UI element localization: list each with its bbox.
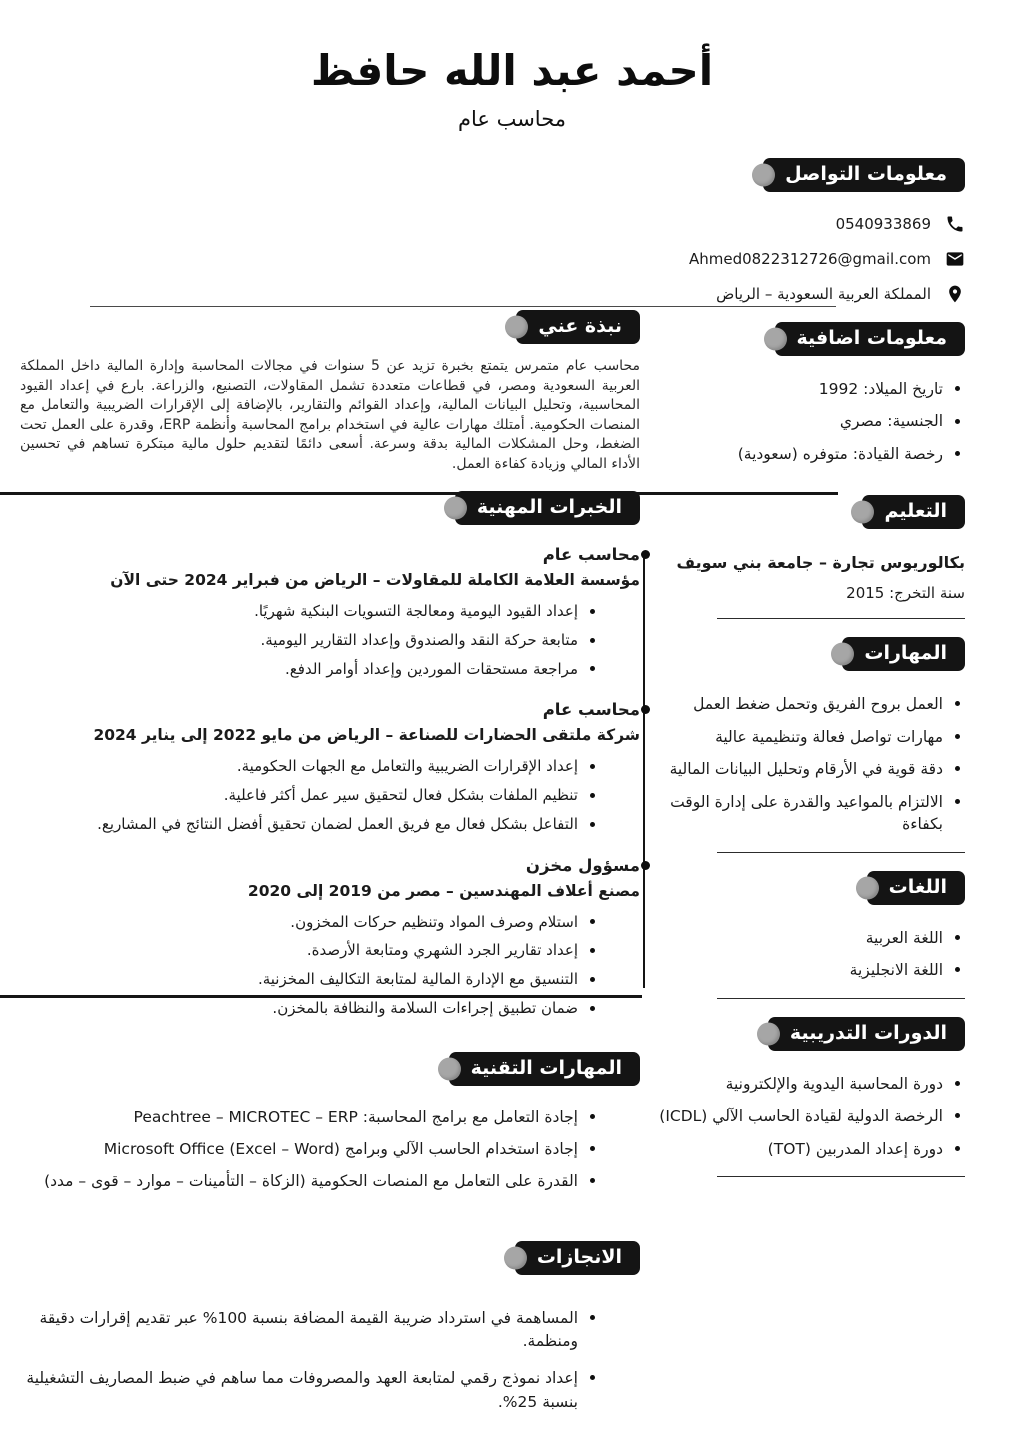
job-company: مصنع أعلاف المهندسين – مصر من 2019 إلى 2020 xyxy=(247,881,640,900)
languages-title: اللغات xyxy=(888,875,947,898)
main-column xyxy=(20,310,640,1428)
list-item: استلام وصرف المواد وتنظيم حركات المخزون. xyxy=(20,912,600,934)
list-item: مهارات تواصل فعالة وتنظيمية عالية xyxy=(659,726,965,748)
additional-info-list xyxy=(659,378,965,465)
languages-section xyxy=(659,871,965,999)
list-item: إجادة استخدام الحاسب الآلي وبرامج Microsoft Office (Excel – Word) xyxy=(20,1138,600,1160)
list-item: التنسيق مع الإدارة المالية لمتابعة التكاليف المخزنية. xyxy=(20,969,600,991)
skills-list xyxy=(659,693,965,835)
additional-info-title: معلومات اضافية xyxy=(796,327,947,349)
skills-header-row xyxy=(659,637,965,671)
languages-list xyxy=(659,927,965,982)
courses-section-header xyxy=(768,1017,965,1051)
list-item: الرخصة الدولية لقيادة الحاسب الآلي (ICDL) xyxy=(659,1105,965,1127)
experience-header-row xyxy=(20,491,640,525)
contact-header-row xyxy=(659,158,965,192)
list-item: متابعة حركة النقد والصندوق وإعداد التقارير اليومية. xyxy=(20,630,600,652)
candidate-job-title: محاسب عام xyxy=(457,107,567,131)
education-title: التعليم xyxy=(884,500,947,523)
header-circle-ornament xyxy=(856,876,879,899)
header-circle-ornament xyxy=(757,1022,780,1045)
education-section xyxy=(659,495,965,619)
resume-header xyxy=(0,46,1024,131)
list-item: إعداد القيود اليومية ومعالجة التسويات البنكية شهريًا. xyxy=(20,601,600,623)
email-icon xyxy=(945,249,965,269)
contact-section xyxy=(659,158,965,304)
about-section-header xyxy=(516,310,640,344)
achievements-list xyxy=(20,1307,600,1414)
list-item: دورة إعداد المدربين (TOT) xyxy=(659,1138,965,1160)
technical-skills-title: المهارات التقنية xyxy=(470,1056,622,1079)
header-circle-ornament xyxy=(505,316,528,339)
candidate-name: أحمد عبد الله حافظ xyxy=(310,46,714,95)
experience-timeline-line xyxy=(643,556,645,988)
about-title: نبذة عني xyxy=(538,315,622,337)
timeline-dot xyxy=(641,705,650,714)
job-role: مسؤول مخزن xyxy=(525,855,640,875)
list-item: تاريخ الميلاد: 1992 xyxy=(659,378,965,400)
location-row xyxy=(659,284,965,304)
list-item: التفاعل بشكل فعال مع فريق العمل لضمان تحقيق أفضل النتائج في المشاريع. xyxy=(20,814,600,836)
job-bullets xyxy=(20,756,600,835)
location-text: المملكة العربية السعودية – الرياض xyxy=(716,285,931,303)
section-divider xyxy=(717,998,965,999)
contact-section-title: معلومات التواصل xyxy=(785,163,947,185)
job-company: شركة ملتقى الحضارات للصناعة – الرياض من مايو 2022 إلى يناير 2024 xyxy=(93,726,640,745)
courses-list xyxy=(659,1073,965,1160)
additional-info-header-row xyxy=(659,322,965,356)
timeline-dot xyxy=(641,550,650,559)
technical-skills-section-header xyxy=(449,1052,640,1086)
job-entry xyxy=(20,545,640,680)
experience-title: الخبرات المهنية xyxy=(476,496,622,518)
header-circle-ornament xyxy=(764,328,787,351)
phone-icon xyxy=(945,214,965,234)
list-item: العمل بروح الفريق وتحمل ضغط العمل xyxy=(659,693,965,715)
list-item: دقة قوية في الأرقام وتحليل البيانات المالية xyxy=(659,758,965,780)
list-item: دورة المحاسبة اليدوية والإلكترونية xyxy=(659,1073,965,1095)
phone-row xyxy=(659,214,965,234)
list-item: إعداد نموذج رقمي لمتابعة العهد والمصروفات مما ساهم في ضبط المصاريف التشغيلية بنسبة 25%. xyxy=(20,1367,600,1414)
list-item: المساهمة في استرداد ضريبة القيمة المضافة بنسبة 100% عبر تقديم إقرارات دقيقة ومنظمة. xyxy=(20,1307,600,1354)
list-item: رخصة القيادة: متوفره (سعودية) xyxy=(659,443,965,465)
list-item: الجنسية: مصري xyxy=(659,410,965,432)
courses-header-row xyxy=(659,1017,965,1051)
about-paragraph: محاسب عام متمرس يتمتع بخبرة تزيد عن 5 سنوات في مجالات المحاسبة وإدارة المالية داخل المملكة العربية السعودية ومصر، في قطاعات متعددة تشمل المقاولات، التصنيع، والزراعة. بارع في إعداد القيود المحاسبية، وتحليل البيانات المالية، وإعداد القوائم والتقارير، بالإضافة إلى الإقرارات الضريبية والتعامل مع المنصات الحكومية. أمتلك مهارات عالية في استخدام برامج المحاسبة وأنظمة ERP، وقدرة على العمل تحت الضغط، وحل المشكلات المالية بدقة وسرعة. أسعى دائمًا لتقديم حلول مالية مبتكرة تساهم في تحسين الأداء المالي وزيادة كفاءة العمل. xyxy=(20,358,640,472)
technical-skills-list xyxy=(20,1106,600,1193)
contact-list xyxy=(659,214,965,304)
job-entry xyxy=(20,856,640,1020)
additional-info-section-header xyxy=(775,322,966,356)
email-row xyxy=(659,249,965,269)
job-entry xyxy=(20,700,640,835)
courses-title: الدورات التدريبية xyxy=(789,1021,947,1044)
achievements-header-row xyxy=(20,1241,640,1275)
technical-skills-header-row xyxy=(20,1052,640,1086)
list-item: القدرة على التعامل مع المنصات الحكومية (الزكاة – التأمينات – موارد – قوى – مدد) xyxy=(20,1170,600,1192)
email-address: Ahmed0822312726@gmail.com xyxy=(688,250,931,268)
section-divider xyxy=(717,1176,965,1177)
list-item: الالتزام بالمواعيد والقدرة على إدارة الوقت بكفاءة xyxy=(659,791,965,836)
section-divider xyxy=(717,618,965,619)
sidebar xyxy=(659,158,965,1177)
skills-title: المهارات xyxy=(864,642,947,665)
experience-section xyxy=(20,491,640,1020)
achievements-title: الانجازات xyxy=(536,1245,622,1268)
job-bullets xyxy=(20,601,600,680)
job-role: محاسب عام xyxy=(542,545,640,564)
about-header-row xyxy=(20,310,640,344)
achievements-section xyxy=(20,1241,640,1414)
location-pin-icon xyxy=(945,284,965,304)
section-divider xyxy=(717,852,965,853)
header-circle-ornament xyxy=(831,643,854,666)
timeline-dot xyxy=(641,861,650,870)
list-item: اللغة الانجليزية xyxy=(659,959,965,981)
header-circle-ornament xyxy=(851,501,874,524)
skills-section xyxy=(659,637,965,852)
experience-section-header xyxy=(455,491,640,525)
skills-section-header xyxy=(842,637,965,671)
technical-skills-section xyxy=(20,1052,640,1193)
education-degree: بكالوريوس تجارة – جامعة بني سويف xyxy=(676,553,965,573)
list-item: ضمان تطبيق إجراءات السلامة والنظافة بالمخزن. xyxy=(20,998,600,1020)
education-section-header xyxy=(862,495,965,529)
job-role: محاسب عام xyxy=(542,700,640,720)
languages-section-header xyxy=(867,871,965,905)
phone-number: 0540933869 xyxy=(835,215,931,233)
list-item: تنظيم الملفات بشكل فعال لتحقيق سير عمل أكثر فاعلية. xyxy=(20,785,600,807)
list-item: إعداد تقارير الجرد الشهري ومتابعة الأرصدة. xyxy=(20,940,600,962)
list-item: اللغة العربية xyxy=(659,927,965,949)
languages-header-row xyxy=(659,871,965,905)
job-bullets xyxy=(20,912,600,1020)
list-item: مراجعة مستحقات الموردين وإعداد أوامر الدفع. xyxy=(20,659,600,681)
contact-section-header xyxy=(763,158,965,192)
header-circle-ornament xyxy=(752,164,775,187)
list-item: إجادة التعامل مع برامج المحاسبة: Peachtree – MICROTEC – ERP xyxy=(20,1106,600,1128)
courses-section xyxy=(659,1017,965,1177)
education-graduation-year: سنة التخرج: 2015 xyxy=(846,584,965,603)
additional-info-section xyxy=(659,322,965,465)
header-circle-ornament xyxy=(438,1057,461,1080)
education-header-row xyxy=(659,495,965,529)
header-circle-ornament xyxy=(504,1246,527,1269)
header-circle-ornament xyxy=(444,497,467,520)
achievements-section-header xyxy=(515,1241,640,1275)
about-section xyxy=(20,310,640,474)
job-company: مؤسسة العلامة الكاملة للمقاولات – الرياض من فبراير 2024 حتى الآن xyxy=(110,571,640,589)
list-item: إعداد الإقرارات الضريبية والتعامل مع الجهات الحكومية. xyxy=(20,756,600,778)
